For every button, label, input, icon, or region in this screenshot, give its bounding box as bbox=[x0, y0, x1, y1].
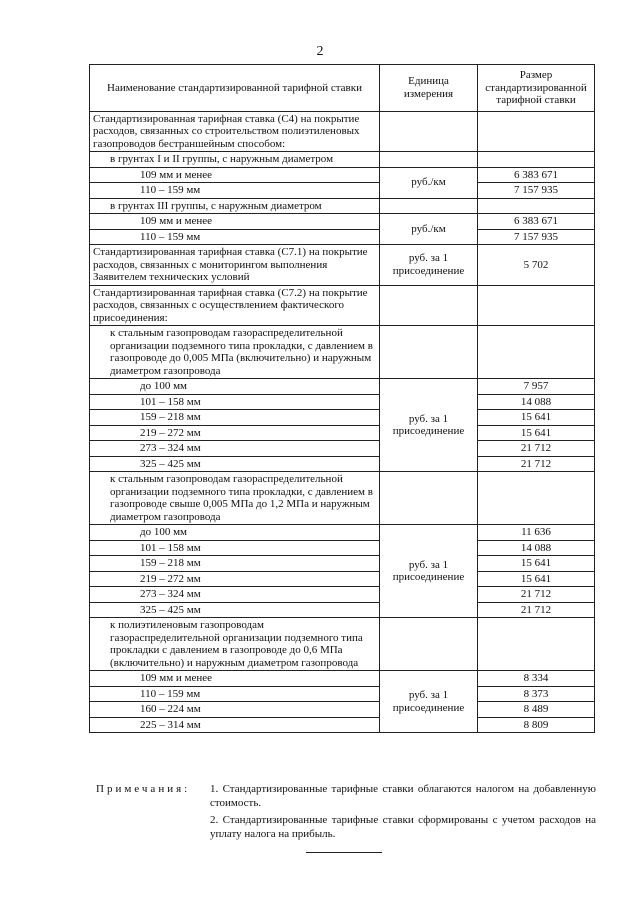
unit-cell: руб./км bbox=[380, 167, 478, 198]
row-name: 101 – 158 мм bbox=[90, 540, 380, 556]
row-value: 21 712 bbox=[478, 456, 595, 472]
table-row bbox=[90, 602, 595, 618]
empty-cell bbox=[380, 285, 478, 326]
empty-cell bbox=[478, 111, 595, 152]
row-name: 101 – 158 мм bbox=[90, 394, 380, 410]
table-row bbox=[90, 686, 595, 702]
section-c71-title: Стандартизированная тарифная ставка (С7.1) на покрытие расходов, связанных с мониторингом выполнения Заявителем технических условий bbox=[90, 245, 380, 286]
row-name: 109 мм и менее bbox=[90, 214, 380, 230]
header-value: Размер стандартизированной тарифной ставки bbox=[478, 65, 595, 112]
table-row bbox=[90, 214, 595, 230]
section-c71-row bbox=[90, 245, 595, 286]
row-value: 8 373 bbox=[478, 686, 595, 702]
row-name: 110 – 159 мм bbox=[90, 229, 380, 245]
row-value: 14 088 bbox=[478, 540, 595, 556]
header-unit: Единица измерения bbox=[380, 65, 478, 112]
section-c4-title: Стандартизированная тарифная ставка (С4) на покрытие расходов, связанных со строительством полиэтиленовых газопроводов бестраншейным способом: bbox=[90, 111, 380, 152]
row-name: 219 – 272 мм bbox=[90, 571, 380, 587]
empty-cell bbox=[380, 198, 478, 214]
row-value: 11 636 bbox=[478, 525, 595, 541]
row-name: 325 – 425 мм bbox=[90, 456, 380, 472]
group-row bbox=[90, 326, 595, 379]
table-row bbox=[90, 167, 595, 183]
row-value: 6 383 671 bbox=[478, 214, 595, 230]
table-row bbox=[90, 702, 595, 718]
section-c72-row bbox=[90, 285, 595, 326]
row-name: 273 – 324 мм bbox=[90, 441, 380, 457]
row-name: 225 – 314 мм bbox=[90, 717, 380, 733]
row-value: 7 157 935 bbox=[478, 229, 595, 245]
row-name: 159 – 218 мм bbox=[90, 556, 380, 572]
empty-cell bbox=[478, 326, 595, 379]
notes-body bbox=[210, 782, 596, 844]
table-row bbox=[90, 587, 595, 603]
steel-low-label: к стальным газопроводам газораспределительной организации подземного типа прокладки, с давлением в газопроводе до 0,005 МПа (включительно) и наружным диаметром газопровода bbox=[90, 326, 380, 379]
row-name: 273 – 324 мм bbox=[90, 587, 380, 603]
empty-cell bbox=[478, 198, 595, 214]
row-name: 160 – 224 мм bbox=[90, 702, 380, 718]
empty-cell bbox=[380, 472, 478, 525]
row-value: 7 957 bbox=[478, 379, 595, 395]
table-row bbox=[90, 425, 595, 441]
page-number: 2 bbox=[316, 44, 324, 59]
row-name: 325 – 425 мм bbox=[90, 602, 380, 618]
c4-group1-label: в грунтах I и II группы, с наружным диаметром bbox=[90, 152, 380, 168]
empty-cell bbox=[478, 618, 595, 671]
row-value: 15 641 bbox=[478, 425, 595, 441]
table-row bbox=[90, 379, 595, 395]
row-name: 109 мм и менее bbox=[90, 671, 380, 687]
row-name: 219 – 272 мм bbox=[90, 425, 380, 441]
row-name: 109 мм и менее bbox=[90, 167, 380, 183]
poly-label: к полиэтиленовым газопроводам газораспределительной организации подземного типа прокладки с давлением в газопроводе до 0,6 МПа (включительно) и наружным диаметром газопровода bbox=[90, 618, 380, 671]
unit-cell: руб. за 1 присоединение bbox=[380, 379, 478, 472]
table-row bbox=[90, 571, 595, 587]
unit-cell: руб./км bbox=[380, 214, 478, 245]
table-row bbox=[90, 441, 595, 457]
empty-cell bbox=[380, 152, 478, 168]
note-item: 1. Стандартизированные тарифные ставки облагаются налогом на добавленную стоимость. bbox=[210, 783, 596, 809]
empty-cell bbox=[478, 285, 595, 326]
table-row bbox=[90, 671, 595, 687]
row-value: 15 641 bbox=[478, 571, 595, 587]
header-name: Наименование стандартизированной тарифной ставки bbox=[90, 65, 380, 112]
table-row bbox=[90, 540, 595, 556]
row-name: 110 – 159 мм bbox=[90, 183, 380, 199]
section-c71-value: 5 702 bbox=[478, 245, 595, 286]
row-value: 14 088 bbox=[478, 394, 595, 410]
row-name: до 100 мм bbox=[90, 379, 380, 395]
row-name: 110 – 159 мм bbox=[90, 686, 380, 702]
row-value: 8 334 bbox=[478, 671, 595, 687]
table-row bbox=[90, 410, 595, 426]
row-value: 21 712 bbox=[478, 587, 595, 603]
unit-cell: руб. за 1 присоединение bbox=[380, 245, 478, 286]
table-row bbox=[90, 525, 595, 541]
table-row bbox=[90, 456, 595, 472]
table-header-row bbox=[90, 65, 595, 112]
table-row bbox=[90, 229, 595, 245]
table-row bbox=[90, 183, 595, 199]
note-item: 2. Стандартизированные тарифные ставки сформированы с учетом расходов на уплату налога на прибыль. bbox=[210, 814, 596, 840]
notes-label: Примечания: bbox=[96, 783, 191, 795]
tariff-table bbox=[89, 64, 595, 733]
row-value: 15 641 bbox=[478, 556, 595, 572]
group-row bbox=[90, 198, 595, 214]
unit-cell: руб. за 1 присоединение bbox=[380, 671, 478, 733]
group-row bbox=[90, 618, 595, 671]
group-row bbox=[90, 472, 595, 525]
table-row bbox=[90, 556, 595, 572]
row-value: 6 383 671 bbox=[478, 167, 595, 183]
steel-high-label: к стальным газопроводам газораспределительной организации подземного типа прокладки, с давлением в газопроводе свыше 0,005 МПа до 1,2 МПа и наружным диаметром газопровода bbox=[90, 472, 380, 525]
empty-cell bbox=[380, 326, 478, 379]
unit-cell: руб. за 1 присоединение bbox=[380, 525, 478, 618]
row-value: 15 641 bbox=[478, 410, 595, 426]
row-value: 8 489 bbox=[478, 702, 595, 718]
group-row bbox=[90, 152, 595, 168]
empty-cell bbox=[380, 618, 478, 671]
row-value: 21 712 bbox=[478, 441, 595, 457]
row-name: 159 – 218 мм bbox=[90, 410, 380, 426]
row-value: 8 809 bbox=[478, 717, 595, 733]
table-row bbox=[90, 717, 595, 733]
row-name: до 100 мм bbox=[90, 525, 380, 541]
closing-divider bbox=[306, 852, 382, 853]
section-c4-row bbox=[90, 111, 595, 152]
row-value: 21 712 bbox=[478, 602, 595, 618]
row-value: 7 157 935 bbox=[478, 183, 595, 199]
table-row bbox=[90, 394, 595, 410]
empty-cell bbox=[478, 472, 595, 525]
c4-group3-label: в грунтах III группы, с наружным диаметром bbox=[90, 198, 380, 214]
empty-cell bbox=[478, 152, 595, 168]
section-c72-title: Стандартизированная тарифная ставка (С7.2) на покрытие расходов, связанных с осуществлением фактического присоединения: bbox=[90, 285, 380, 326]
empty-cell bbox=[380, 111, 478, 152]
